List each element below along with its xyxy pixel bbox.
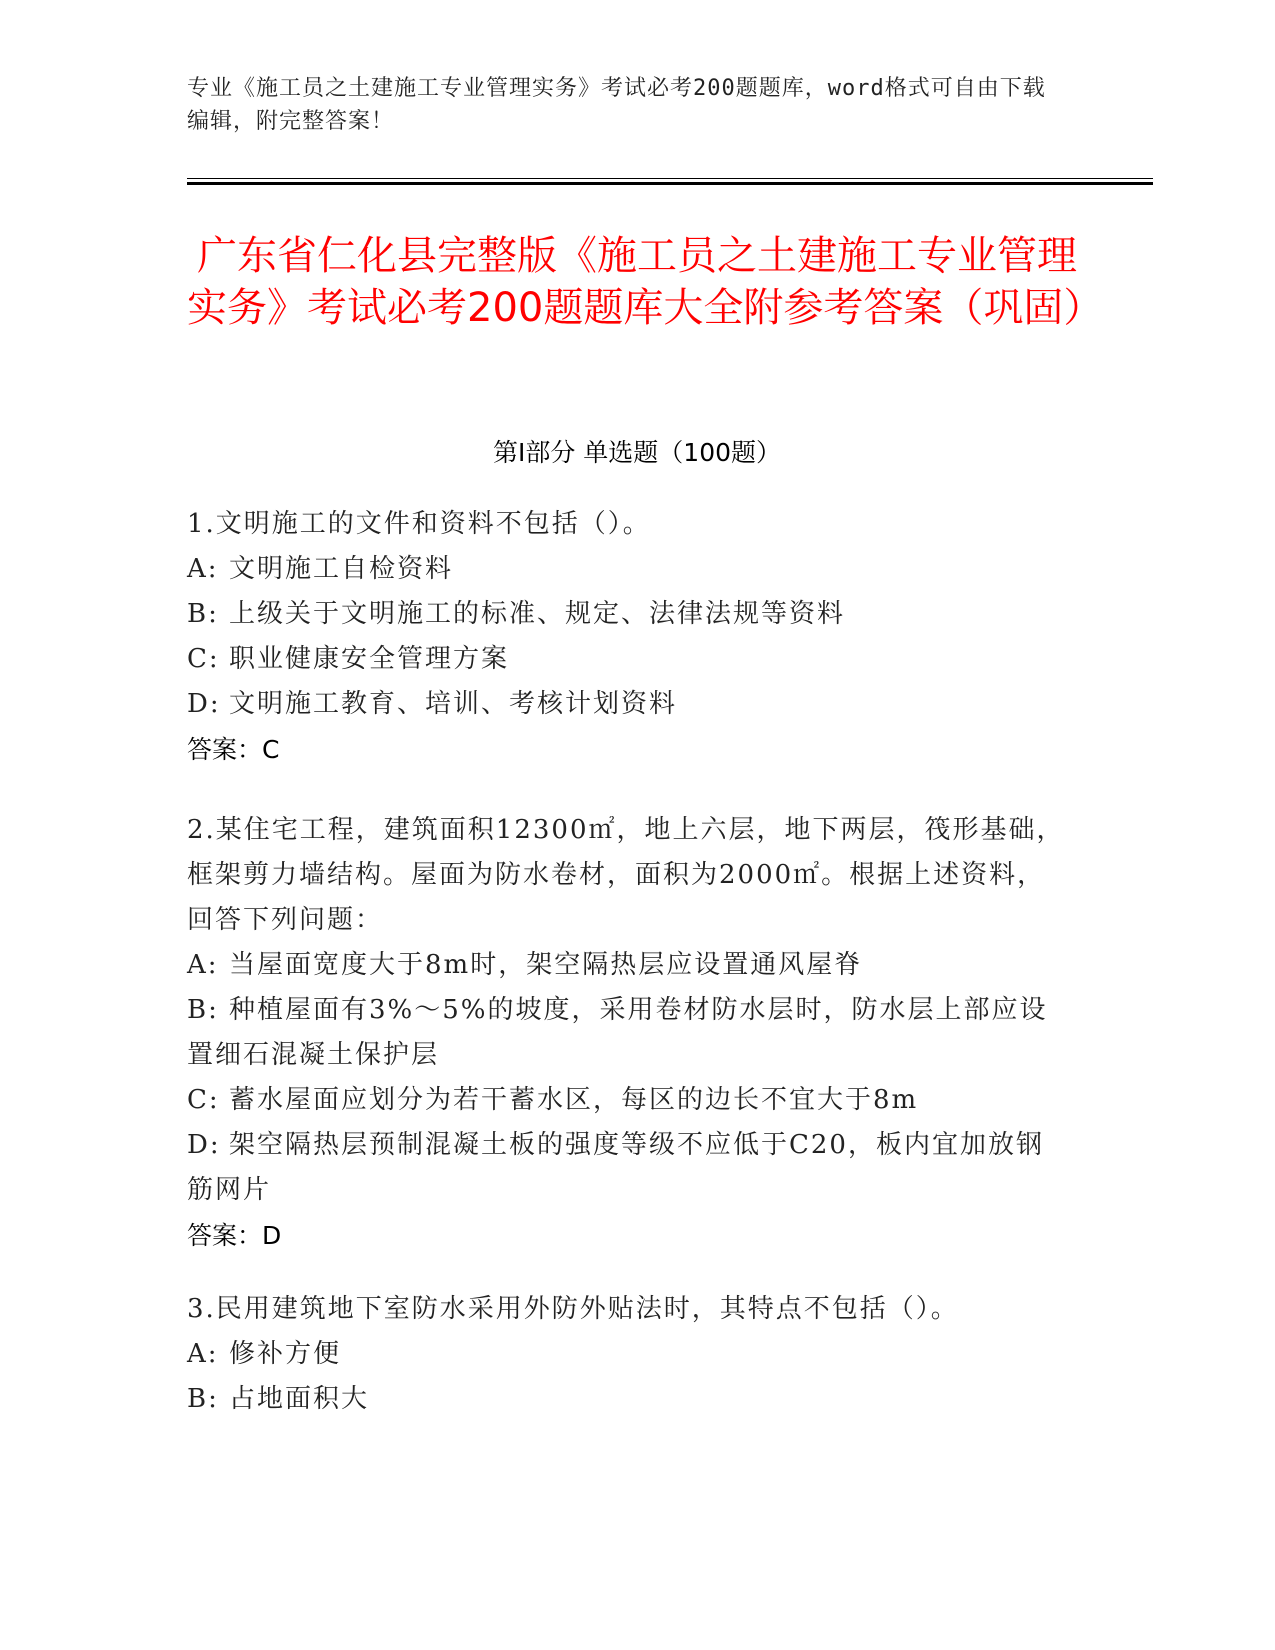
option-text: 种植屋面有3%～5%的坡度，采用卷材防水层时，防水层上部应设置细石混凝土保护层 xyxy=(187,995,1048,1070)
option-prefix: D: xyxy=(187,689,221,719)
option-a xyxy=(187,1332,1067,1377)
option-d xyxy=(187,1123,1067,1213)
question-stem: 3.民用建筑地下室防水采用外防外贴法时，其特点不包括（）。 xyxy=(187,1294,959,1324)
option-c xyxy=(187,637,1067,682)
question-3 xyxy=(187,1287,1067,1422)
option-prefix: A: xyxy=(187,1339,219,1369)
option-prefix: B: xyxy=(187,599,219,629)
answer: 答案：C xyxy=(187,735,280,764)
section-heading: 第Ⅰ部分 单选题（100题） xyxy=(492,438,782,467)
option-text: 上级关于文明施工的标准、规定、法律法规等资料 xyxy=(229,599,846,629)
question-stem: 2.某住宅工程，建筑面积12300㎡，地上六层，地下两层，筏形基础，框架剪力墙结构。屋面为防水卷材，面积为2000㎡。根据上述资料，回答下列问题： xyxy=(187,815,1065,935)
question-1 xyxy=(187,502,1067,772)
question-stem: 1.文明施工的文件和资料不包括（）。 xyxy=(187,509,651,539)
option-a xyxy=(187,943,1067,988)
option-b xyxy=(187,1377,1067,1422)
option-prefix: C: xyxy=(187,644,220,674)
header-divider-thin xyxy=(187,178,1153,179)
option-prefix: B: xyxy=(187,1384,219,1414)
question-2 xyxy=(187,808,1067,1258)
option-b xyxy=(187,592,1067,637)
option-prefix: B: xyxy=(187,995,219,1025)
option-text: 文明施工教育、培训、考核计划资料 xyxy=(229,689,678,719)
option-prefix: D: xyxy=(187,1130,221,1160)
option-prefix: A: xyxy=(187,554,219,584)
option-text: 文明施工自检资料 xyxy=(229,554,454,584)
document-title: 广东省仁化县完整版《施工员之土建施工专业管理实务》考试必考200题题库大全附参考答案（巩固） xyxy=(187,233,1104,331)
option-c xyxy=(187,1078,1067,1123)
option-text: 架空隔热层预制混凝土板的强度等级不应低于C20，板内宜加放钢筋网片 xyxy=(187,1130,1044,1205)
header-note: 专业《施工员之土建施工专业管理实务》考试必考200题题库，word格式可自由下载编辑，附完整答案！ xyxy=(187,76,1046,134)
option-text: 当屋面宽度大于8m时，架空隔热层应设置通风屋脊 xyxy=(229,950,863,980)
option-prefix: C: xyxy=(187,1085,220,1115)
option-text: 蓄水屋面应划分为若干蓄水区，每区的边长不宜大于8m xyxy=(229,1085,919,1115)
answer: 答案：D xyxy=(187,1221,282,1250)
option-text: 修补方便 xyxy=(229,1339,342,1369)
option-b xyxy=(187,988,1067,1078)
header-divider-thick xyxy=(187,182,1153,185)
option-d xyxy=(187,682,1067,727)
option-a xyxy=(187,547,1067,592)
option-text: 占地面积大 xyxy=(229,1384,370,1414)
option-text: 职业健康安全管理方案 xyxy=(229,644,510,674)
option-prefix: A: xyxy=(187,950,219,980)
